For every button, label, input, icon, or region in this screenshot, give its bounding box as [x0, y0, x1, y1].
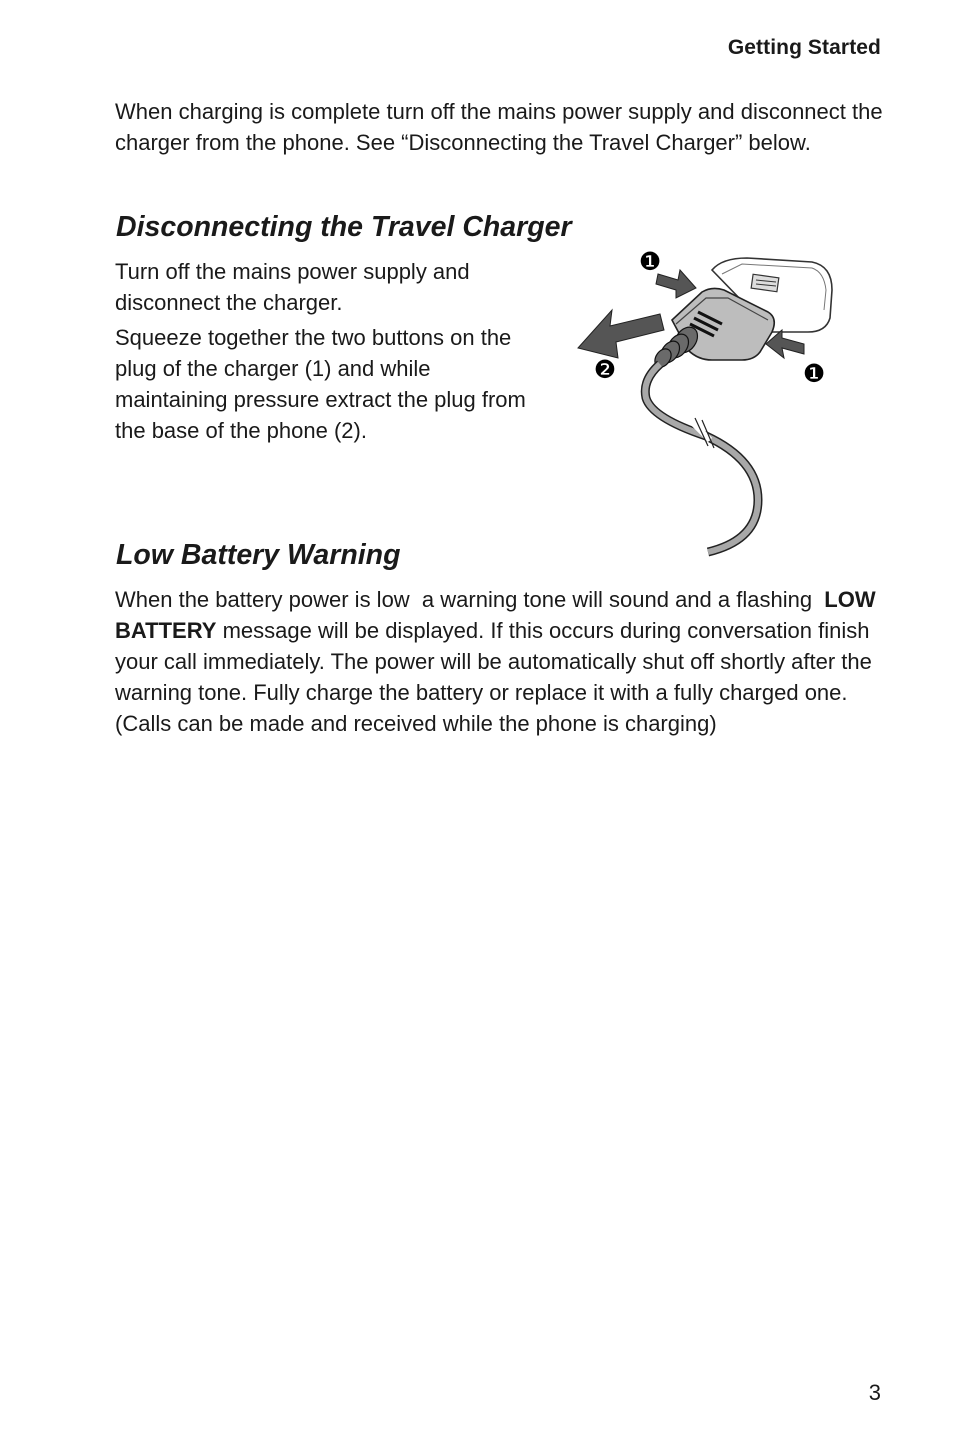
section-heading-low-battery: Low Battery Warning — [116, 539, 401, 571]
marker-1-top: ❶ — [638, 247, 662, 276]
low-battery-paragraph — [115, 584, 885, 739]
marker-1-bottom: ❶ — [802, 359, 826, 388]
disconnect-paragraph-2: Squeeze together the two buttons on the plug of the charger (1) and while maintaining pressure extract the plug from the base of the phone (2). — [115, 325, 526, 443]
charger-disconnect-illustration — [572, 240, 842, 560]
section-heading-disconnecting: Disconnecting the Travel Charger — [116, 211, 572, 243]
low-battery-message-label: LOW BATTERY — [115, 587, 876, 643]
running-header: Getting Started — [727, 36, 881, 59]
low-battery-text-before: When the battery power is low a warning tone will sound and a flashing — [115, 587, 825, 612]
low-battery-text-after: message will be displayed. If this occurs during conversation finish your call immediately. The power will be automatically shut off shortly after the warning tone. Fully charge the battery or replace it with a fully charged one. (Calls can be made and received while the phone is charging) — [115, 618, 872, 736]
intro-paragraph: When charging is complete turn off the mains power supply and disconnect the charger from the phone. See “Disconnecting the Travel Charger” below. — [115, 99, 883, 155]
disconnect-paragraph-1: Turn off the mains power supply and disconnect the charger. — [115, 259, 470, 315]
page-number: 3 — [868, 1380, 881, 1405]
marker-2: ❷ — [593, 355, 617, 384]
